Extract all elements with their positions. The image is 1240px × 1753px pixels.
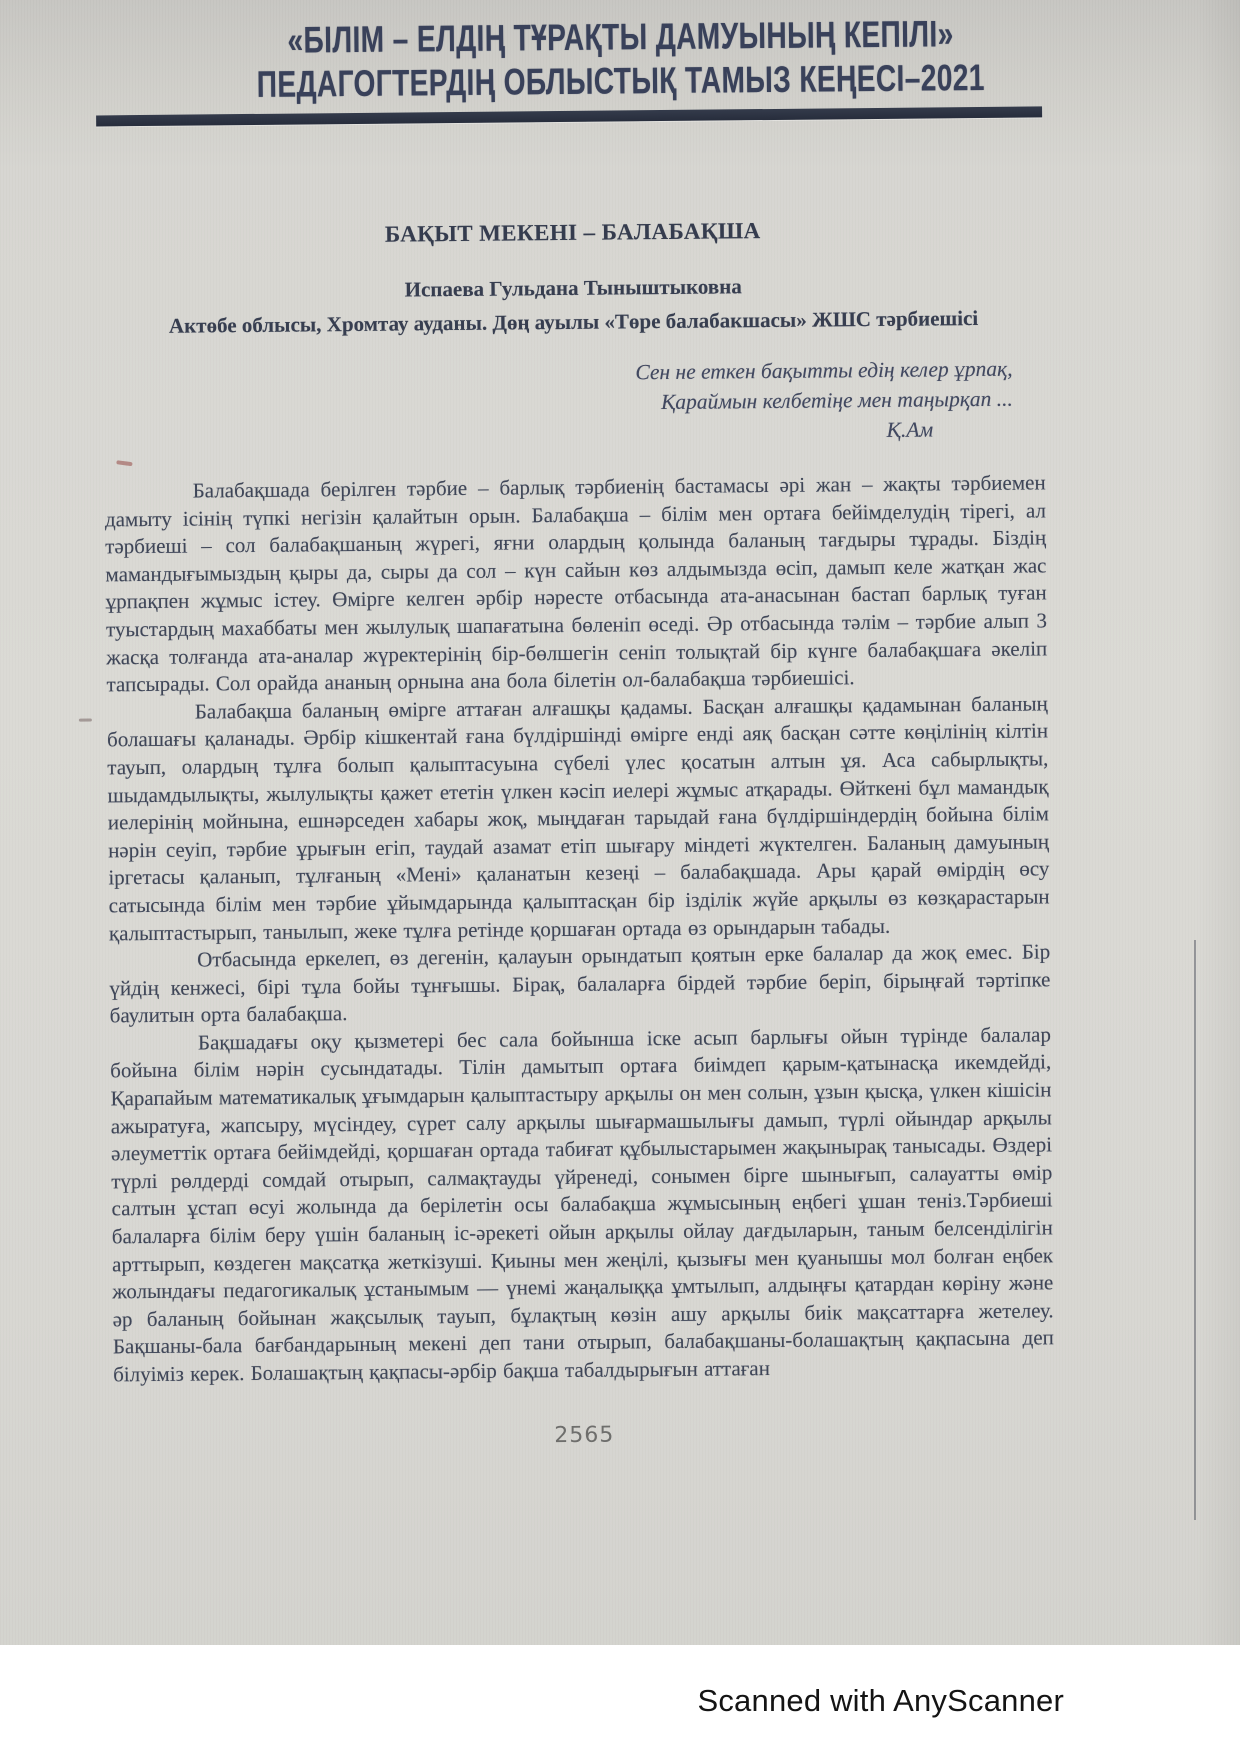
article-body: [102, 213, 1055, 1452]
paragraph-2: Балабақша баланың өмірге аттаған алғашқы қадамы. Басқан алғашқы қадамынан баланың болашағы қаланады. Әрбір кішкентай ғана бүлдіршінді өмірге енді аяқ басқан сәтте көңілінің кілтін тауып, олардың тұлға болып қалыптасуына сүбелі үлес қосатын алтын ұя. Аса сабырлықты, шыдамдылықты, жылулықты қажет ететін үлкен кәсіп иелері жұмыс атқарады. Өйткені бұл мамандық иелерінің мойнына, ешнәрседен хабары жоқ, мыңдаған тарыдай ғана бүлдіршіндердің бойына білім нәрін сеуіп, тәрбие ұрығын егіп, таудай азамат етіп шығару міндеті жүктелген. Баланың дамуының іргетасы қаланып, тұлғаның «Мені» қаланатын кезеңі – балабақшада. Ары қарай өмірдің өсу сатысында білім мен тәрбие ұйымдарында қалыптасқан бір ізділік жүйе арқылы өз көзқарастарын қалыптастырып, танылып, жеке тұлға ретінде қоршаған ортада өз орындарын табады.: [106, 691, 1050, 945]
banner-divider-bar: [96, 106, 1042, 126]
paragraph-3: Отбасында еркелеп, өз дегенін, қалауын орындатып қоятын ерке балалар да жоқ емес. Бір үйдің кенжесі, бірі тұла бойы тұнғышы. Бірақ, балаларға бірдей тәрбие беріп, бірыңғай тәртіпке баулитын орта балабақша.: [109, 939, 1051, 1028]
paragraphs: [105, 469, 1055, 1389]
epigraph-line-1: Сен не еткен бақытты едің келер ұрпақ,: [635, 356, 1013, 385]
article-author: Испаева Гульдана Тыныштыковна: [404, 274, 742, 302]
paragraph-1: Балабақшада берілген тәрбие – барлық тәрбиенің бастамасы әрі жан – жақты тәрбиемен дамыту ісінің түпкі негізін қалайтын орын. Балабақша – білім мен ортаға бейімделудің тірегі, ал тәрбиеші – сол балабақшаның жүрегі, яғни олардың қолында баланың тағдыры тұрады. Біздің мамандығымыздың қыры да, сыры да сол – күн сайын көз алдымызда өсіп, дамып келе жатқан жас ұрпақпен жұмыс істеу. Өмірге келген әрбір нәресте отбасында ата-анасынан бастап барлық туған туыстардың махаббаты мен жылулық шапағатына бөленіп өседі. Әр отбасында тәлім – тәрбие алып 3 жасқа толғанда ата-аналар жүректерінің бір-бөлшегін сеніп толықтай бір күнге балабақшаға әкеліп тапсырады. Сол орайда ананың орнына ана бола білетін ол-балабақша тәрбиешісі.: [104, 470, 1048, 697]
epigraph: [103, 353, 1045, 452]
scanner-watermark: Scanned with AnyScanner: [697, 1683, 1064, 1718]
page-number: 2565: [554, 1422, 615, 1448]
scanner-footer: [0, 1645, 1240, 1753]
conference-banner: [0, 0, 1240, 127]
paragraph-4: Бақшадағы оқу қызметері бес сала бойынша іске асып барлығы ойын түрінде балалар бойына білім нәрін сусындатады. Тілін дамытып ортаға биімдеп қарым-қатынасқа икемдейді, Қарапайым математикалық ұғымдарын қалыптастыру арқылы он мен солын, ұзын қысқа, үлкен кішісін ажыратуға, жапсыру, мүсіндеу, сүрет салу арқылы шығармашылығы дамып, түрлі ойындар арқылы әлеуметтік ортаға бейімдейді, қоршаған ортада табиғат құбылыстарымен жақынырақ танысады. Өздері түрлі рөлдерді сомдай отырып, салмақтауды үйренеді, сонымен бірге шынығып, салауатты өмір салтын ұстап өсуі жолында да берілетін осы балабақша жұмысының еңбегі ұшан теніз.Тәрбиеші балаларға білім беру үшін баланың іс-әрекеті ойын арқылы ойлау дағдыларын, таным белсенділігін арттырып, көздеген мақсатқа жеткізуші. Қиыны мен жеңілі, қызығы мен қуанышы мол болған еңбек жолындағы педагогикалық ұстанымым — үнемі жаңалыққа ұмтылып, алдыңғы қатардан көріну және әр баланың бойынан жақсылық тауып, бұлақтың көзін ашу арқылы биік мақсаттарға жетелеу. Бақшаны-бала бағбандарының мекені деп тани отырып, балабақшаны-болашақтың қақпасына деп білуіміз керек. Болашақтың қақпасы-әрбір бақша табалдырығын аттаған: [110, 1022, 1054, 1387]
epigraph-line-2: Қараймын келбетіңе мен таңырқап ...: [660, 386, 1013, 415]
scan-artifact-mark: [79, 719, 92, 722]
banner-line-2-text: ПЕДАГОГТЕРДІҢ ОБЛЫСТЫҚ ТАМЫЗ КЕҢЕСІ–2021: [256, 56, 986, 105]
article-affiliation: Актөбе облысы, Хромтау ауданы. Дөң ауылы «Төре балабакшасы» ЖШС тәрбиешісі: [168, 306, 979, 338]
scan-edge-shadow: [1196, 0, 1240, 1645]
article-title: БАҚЫТ МЕКЕНІ – БАЛАБАҚША: [384, 218, 761, 247]
banner-line-1-text: «БІЛІМ – ЕЛДІҢ ТҰРАҚТЫ ДАМУЫНЫҢ КЕПІЛІ»: [287, 13, 954, 61]
epigraph-attribution: Қ.Ам: [886, 417, 934, 442]
